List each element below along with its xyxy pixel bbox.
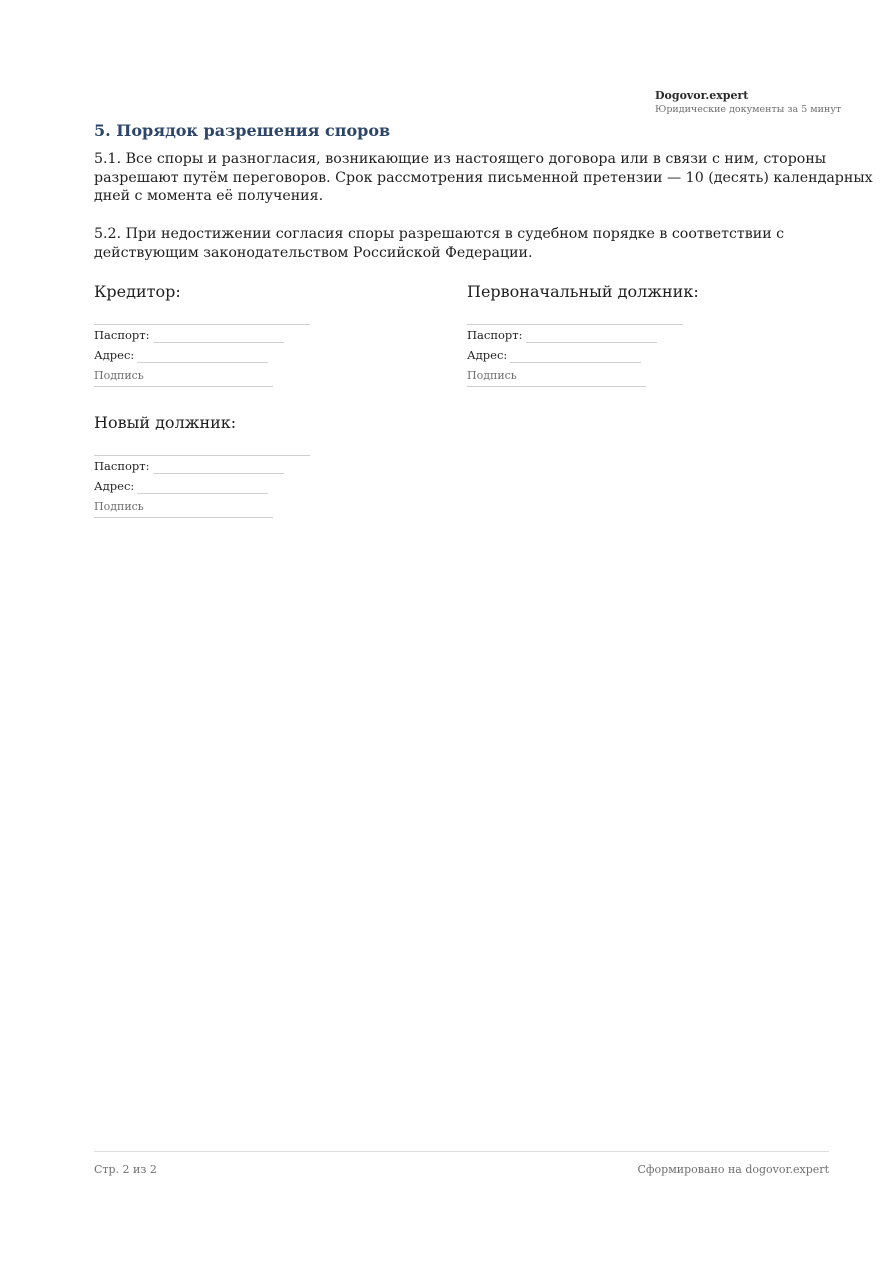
party-title: Новый должник: — [94, 413, 237, 432]
address-field — [467, 348, 727, 363]
name-line — [94, 324, 310, 325]
brand-name: Dogovor.expert — [655, 89, 749, 102]
passport-line — [526, 330, 657, 343]
passport-line — [153, 461, 284, 474]
name-line — [94, 455, 310, 456]
passport-label: Паспорт: — [94, 459, 150, 473]
passport-label: Паспорт: — [467, 328, 523, 342]
passport-field — [94, 328, 354, 343]
clause-5-2: 5.2. При недостижении согласия споры разрешаются в судебном порядке в соответствии с действующим законодательством Российской Федерации. — [94, 226, 785, 261]
party-title: Первоначальный должник: — [467, 282, 699, 301]
address-line — [137, 350, 268, 363]
signature-line — [94, 386, 273, 387]
address-line — [137, 481, 268, 494]
brand-tagline: Юридические документы за 5 минут — [655, 104, 842, 115]
party-block-creditor — [94, 281, 354, 387]
passport-field — [467, 328, 727, 343]
address-field — [94, 479, 354, 494]
page-number: Стр. 2 из 2 — [94, 1163, 157, 1176]
clause-5-1: 5.1. Все споры и разногласия, возникающие из настоящего договора или в связи с ним, стороны разрешают путём переговоров. Срок рассмотрения письменной претензии — 10 (десять) календарных дней с момента её получения. — [94, 151, 873, 205]
party-block-new-debtor — [94, 412, 354, 518]
address-label: Адрес: — [94, 348, 135, 362]
signature-line — [94, 517, 273, 518]
passport-line — [153, 330, 284, 343]
address-label: Адрес: — [94, 479, 135, 493]
address-label: Адрес: — [467, 348, 508, 362]
address-field — [94, 348, 354, 363]
generated-note: Сформировано на dogovor.expert — [637, 1163, 829, 1176]
party-block-original-debtor — [467, 281, 727, 387]
section-title: 5. Порядок разрешения споров — [94, 121, 391, 140]
signature-label: Подпись — [94, 369, 144, 382]
signature-label: Подпись — [94, 500, 144, 513]
party-title: Кредитор: — [94, 282, 181, 301]
signature-line — [467, 386, 646, 387]
address-line — [510, 350, 641, 363]
signature-label: Подпись — [467, 369, 517, 382]
footer-divider — [94, 1151, 829, 1152]
passport-label: Паспорт: — [94, 328, 150, 342]
brand-header — [655, 88, 855, 117]
passport-field — [94, 459, 354, 474]
name-line — [467, 324, 683, 325]
